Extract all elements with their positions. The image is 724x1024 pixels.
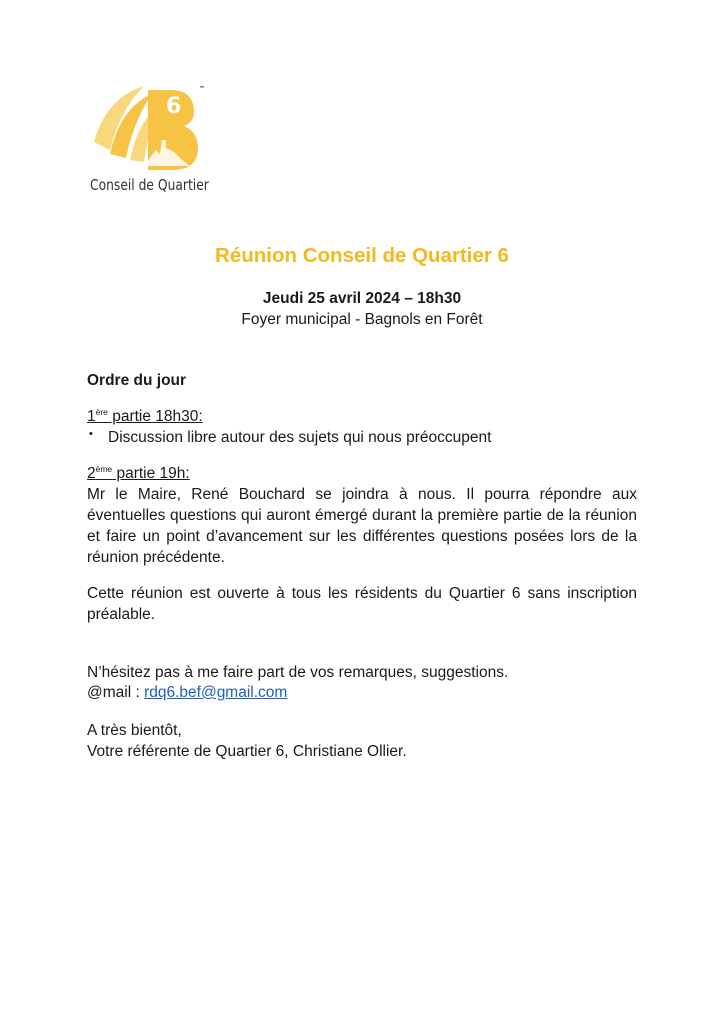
part1-sup: ère	[95, 406, 108, 417]
closing-signature: Votre référente de Quartier 6, Christiane Ollier.	[87, 743, 407, 760]
bullet-icon: •	[89, 428, 93, 440]
meeting-venue: Foyer municipal - Bagnols en Forêt	[241, 311, 483, 328]
part2-heading	[87, 463, 637, 484]
page-title: Réunion Conseil de Quartier 6	[215, 244, 509, 267]
part2-body: Mr le Maire, René Bouchard se joindra à nous. Il pourra répondre aux éventuelles questions qui auront émergé durant la première partie de la réunion et faire un point d’avancement sur les différentes questions posées lors de la réunion précédente.	[87, 486, 637, 566]
logo-mark-icon	[86, 80, 216, 175]
part1-bullet-text: Discussion libre autour des sujets qui nous préoccupent	[108, 429, 492, 446]
part2-sup: ème	[95, 463, 113, 474]
part1-label: partie 18h30:	[107, 408, 203, 425]
part2-number: 2	[87, 465, 96, 482]
part1-number: 1	[87, 408, 96, 425]
email-link[interactable]: rdq6.bef@gmail.com	[144, 684, 288, 701]
logo-caption: Conseil de Quartier	[90, 176, 209, 194]
agenda-heading: Ordre du jour	[87, 372, 187, 389]
part2-label: partie 19h:	[112, 465, 190, 482]
open-notice: Cette réunion est ouverte à tous les résidents du Quartier 6 sans inscription préalable.	[87, 585, 637, 623]
contact-mail-line	[87, 682, 637, 703]
logo-number: 6	[166, 94, 182, 119]
closing-greeting: A très bientôt,	[87, 722, 182, 739]
contact-invite: N’hésitez pas à me faire part de vos remarques, suggestions.	[87, 664, 509, 681]
meeting-date: Jeudi 25 avril 2024 – 18h30	[262, 290, 462, 307]
mail-label: @mail :	[87, 684, 145, 701]
conseil-quartier-logo	[86, 80, 216, 200]
part1-heading	[87, 406, 637, 427]
